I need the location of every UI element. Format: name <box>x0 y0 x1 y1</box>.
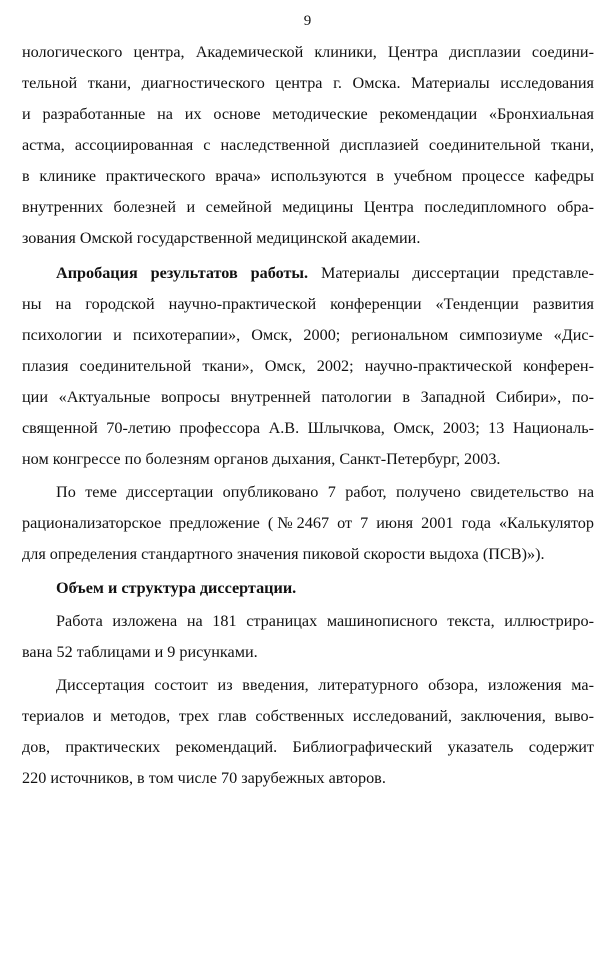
text-line: ном конгрессе по болезням органов дыхания, Санкт-Петербург, 2003. <box>22 450 501 468</box>
text-line: Диссертация состоит из введения, литературного обзора, изложения ма- <box>56 676 594 694</box>
text-line: териалов и методов, трех глав собственных исследований, заключения, выво- <box>22 707 594 725</box>
text-line: 220 источников, в том числе 70 зарубежных авторов. <box>22 769 386 787</box>
paragraph-publications <box>22 477 594 570</box>
text-line: ны на городской научно-практической конференции «Тенденции развития <box>22 295 594 313</box>
paragraph-structure-heading <box>22 573 594 604</box>
paragraph-structure <box>22 670 594 794</box>
text-line: внутренних болезней и семейной медицины Центра последипломного обра- <box>22 198 594 216</box>
text-line: астма, ассоциированная с наследственной дисплазией соединительной ткани, <box>22 136 594 154</box>
text-line: тельной ткани, диагностического центра г. Омска. Материалы исследования <box>22 74 594 92</box>
text-line: По теме диссертации опубликовано 7 работ, получено свидетельство на <box>56 483 594 501</box>
section-heading-structure: Объем и структура диссертации. <box>56 579 297 597</box>
text-line: для определения стандартного значения пиковой скорости выдоха (ПСВ)»). <box>22 545 545 563</box>
text-line: нологического центра, Академической клиники, Центра дисплазии соедини- <box>22 43 594 61</box>
text-line: в клинике практического врача» используются в учебном процессе кафедры <box>22 167 594 185</box>
text-line: плазия соединительной ткани», Омск, 2002; научно-практической конферен- <box>22 357 594 375</box>
text-line: психологии и психотерапии», Омск, 2000; региональном симпозиуме «Дис- <box>22 326 594 344</box>
paragraph-implementation <box>22 37 594 254</box>
page-number: 9 <box>303 13 312 29</box>
text-line: дов, практических рекомендаций. Библиографический указатель содержит <box>22 738 594 756</box>
text-line: и разработанные на их основе методические рекомендации «Бронхиальная <box>22 105 594 123</box>
paragraph-approbation <box>22 258 594 475</box>
text-line: рационализаторское предложение (№2467 от 7 июня 2001 года «Калькулятор <box>22 514 594 532</box>
paragraph-volume <box>22 606 594 668</box>
text-line: священной 70-летию профессора А.В. Шлычкова, Омск, 2003; 13 Националь- <box>22 419 594 437</box>
text-line: ции «Актуальные вопросы внутренней патологии в Западной Сибири», по- <box>22 388 594 406</box>
body-text <box>22 37 594 794</box>
text-run: Материалы диссертации представле- <box>308 264 594 282</box>
section-heading-approbation: Апробация результатов работы. <box>56 264 309 282</box>
text-line <box>22 258 594 289</box>
text-line: вана 52 таблицами и 9 рисунками. <box>22 643 258 661</box>
text-line: Работа изложена на 181 страницах машинописного текста, иллюстриро- <box>56 612 594 630</box>
text-line: зования Омской государственной медицинской академии. <box>22 229 421 247</box>
